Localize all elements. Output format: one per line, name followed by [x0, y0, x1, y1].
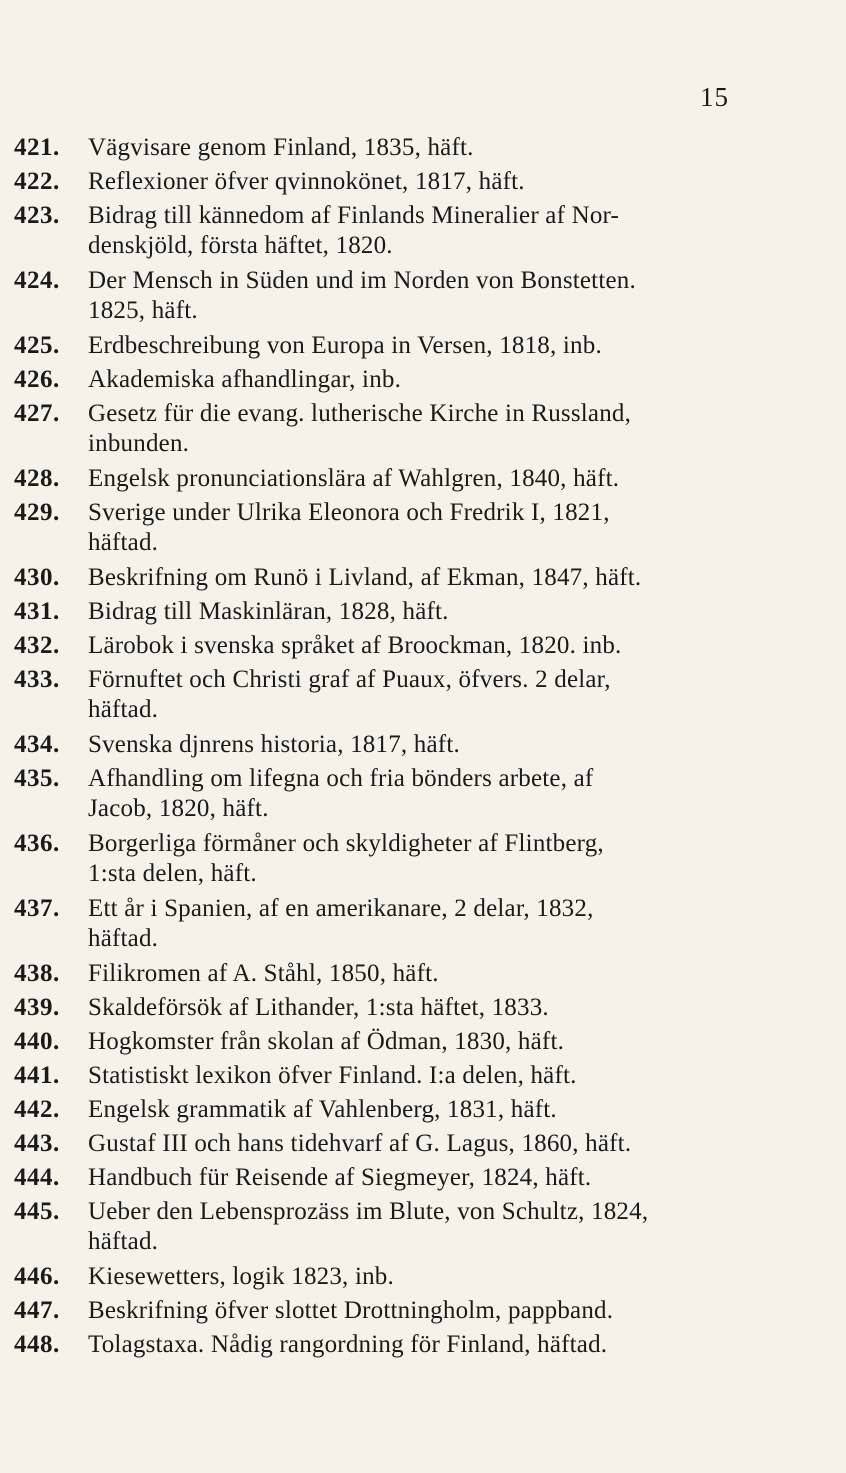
entry-number: 438. [14, 960, 60, 987]
catalog-entry [14, 993, 814, 1023]
entry-text: Gustaf III och hans tidehvarf af G. Lagus, 1860, häft. [88, 1130, 632, 1157]
entry-number: 427. [14, 400, 60, 427]
entry-text: Afhandling om lifegna och fria bönders arbete, af Jacob, 1820, häft. [88, 765, 594, 822]
entry-number: 429. [14, 499, 60, 526]
catalog-entry [14, 167, 814, 197]
catalog-entry [14, 266, 814, 326]
catalog-entry [14, 597, 814, 627]
entry-number: 436. [14, 830, 60, 857]
entry-number: 441. [14, 1062, 60, 1089]
entry-number: 439. [14, 994, 60, 1021]
entry-text: Bidrag till kännedom af Finlands Mineralier af Nor- denskjöld, första häftet, 1820. [88, 202, 620, 259]
catalog-entry [14, 1061, 814, 1091]
entry-text: Svenska djnrens historia, 1817, häft. [88, 731, 460, 758]
catalog-entry [14, 1296, 814, 1326]
entry-text: Beskrifning öfver slottet Drottningholm, pappband. [88, 1297, 614, 1324]
entry-number: 440. [14, 1028, 60, 1055]
entry-number: 431. [14, 598, 60, 625]
catalog-entry [14, 498, 814, 558]
catalog-entry [14, 959, 814, 989]
catalog-entry [14, 764, 814, 824]
entry-number: 425. [14, 332, 60, 359]
catalog-entry [14, 365, 814, 395]
catalog-entry [14, 829, 814, 889]
page-number: 15 [700, 82, 729, 112]
catalog-entry [14, 331, 814, 361]
entry-number: 434. [14, 731, 60, 758]
entry-number: 433. [14, 666, 60, 693]
entry-text: Handbuch für Reisende af Siegmeyer, 1824, häft. [88, 1164, 592, 1191]
entry-number: 423. [14, 202, 60, 229]
catalog-entry [14, 201, 814, 261]
entry-number: 444. [14, 1164, 60, 1191]
entry-text: Vägvisare genom Finland, 1835, häft. [88, 134, 474, 161]
entry-text: Förnuftet och Christi graf af Puaux, öfvers. 2 delar, häftad. [88, 666, 611, 723]
entry-number: 446. [14, 1263, 60, 1290]
entry-text: Ett år i Spanien, af en amerikanare, 2 delar, 1832, häftad. [88, 895, 594, 952]
entry-number: 426. [14, 366, 60, 393]
entry-text: Der Mensch in Süden und im Norden von Bonstetten. 1825, häft. [88, 267, 636, 324]
catalog-entry [14, 1163, 814, 1193]
entry-number: 430. [14, 564, 60, 591]
catalog-entry [14, 563, 814, 593]
catalog-entry [14, 1330, 814, 1360]
entry-number: 432. [14, 632, 60, 659]
catalog-entry [14, 894, 814, 954]
entry-text: Lärobok i svenska språket af Broockman, 1820. inb. [88, 632, 622, 659]
entry-number: 421. [14, 134, 60, 161]
entry-number: 435. [14, 765, 60, 792]
entry-number: 443. [14, 1130, 60, 1157]
entry-text: Reflexioner öfver qvinnokönet, 1817, häft. [88, 168, 525, 195]
entry-text: Skaldeförsök af Lithander, 1:sta häftet, 1833. [88, 994, 549, 1021]
entry-text: Tolagstaxa. Nådig rangordning för Finland, häftad. [88, 1331, 608, 1358]
catalog-entry [14, 730, 814, 760]
catalog-entry [14, 665, 814, 725]
entry-number: 428. [14, 465, 60, 492]
catalog-entry [14, 1129, 814, 1159]
entry-number: 442. [14, 1096, 60, 1123]
catalog-entry [14, 1095, 814, 1125]
catalog-entry [14, 1197, 814, 1257]
entry-text: Beskrifning om Runö i Livland, af Ekman, 1847, häft. [88, 564, 642, 591]
entry-text: Filikromen af A. Ståhl, 1850, häft. [88, 960, 439, 987]
entry-text: Gesetz für die evang. lutherische Kirche in Russland, inbunden. [88, 400, 632, 457]
entry-text: Sverige under Ulrika Eleonora och Fredrik I, 1821, häftad. [88, 499, 610, 556]
catalog-entry [14, 464, 814, 494]
entry-text: Akademiska afhandlingar, inb. [88, 366, 402, 393]
entry-text: Engelsk grammatik af Vahlenberg, 1831, häft. [88, 1096, 557, 1123]
entry-number: 445. [14, 1198, 60, 1225]
entry-text: Bidrag till Maskinläran, 1828, häft. [88, 598, 449, 625]
entry-number: 437. [14, 895, 60, 922]
entry-text: Borgerliga förmåner och skyldigheter af Flintberg, 1:sta delen, häft. [88, 830, 604, 887]
entry-text: Ueber den Lebensprozäss im Blute, von Schultz, 1824, häftad. [88, 1198, 649, 1255]
entry-text: Statistiskt lexikon öfver Finland. I:a delen, häft. [88, 1062, 577, 1089]
catalog-entry [14, 133, 814, 163]
catalog-entry [14, 1027, 814, 1057]
entry-text: Kiesewetters, logik 1823, inb. [88, 1263, 394, 1290]
catalog-entry [14, 1262, 814, 1292]
entry-text: Erdbeschreibung von Europa in Versen, 1818, inb. [88, 332, 602, 359]
catalog-entry [14, 631, 814, 661]
catalog-list [14, 133, 814, 1364]
entry-number: 424. [14, 267, 60, 294]
entry-text: Hogkomster från skolan af Ödman, 1830, häft. [88, 1028, 565, 1055]
catalog-entry [14, 399, 814, 459]
entry-number: 447. [14, 1297, 60, 1324]
entry-number: 422. [14, 168, 60, 195]
entry-text: Engelsk pronunciationslära af Wahlgren, 1840, häft. [88, 465, 620, 492]
entry-number: 448. [14, 1331, 60, 1358]
